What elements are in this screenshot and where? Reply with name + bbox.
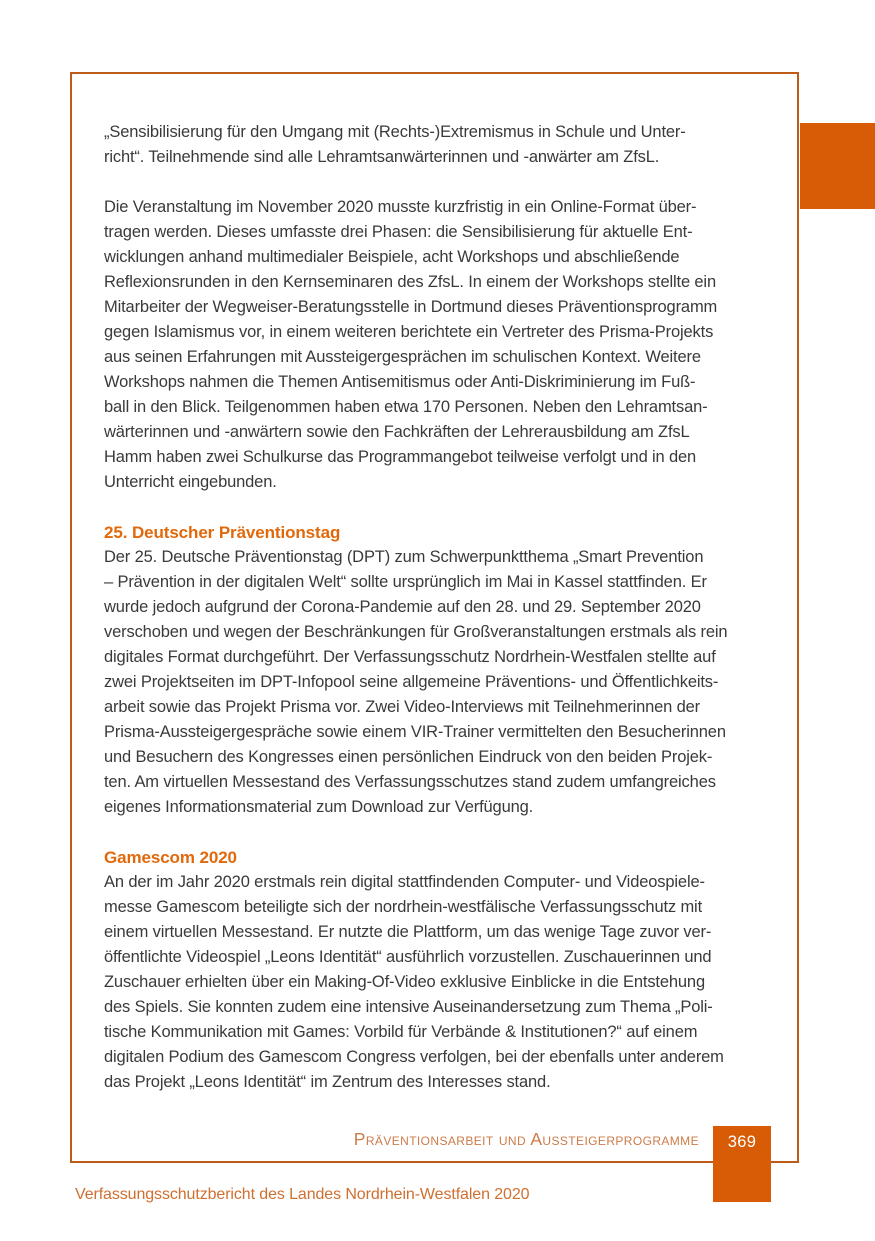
text-line: des Spiels. Sie konnten zudem eine intensive Auseinandersetzung zum Thema „Poli- (104, 998, 713, 1016)
text-line: und Besuchern des Kongresses einen persönlichen Eindruck von den beiden Projek- (104, 748, 713, 766)
text-line: Zuschauer erhielten über ein Making-Of-Video exklusive Einblicke in die Entstehung (104, 973, 705, 991)
text-line: einem virtuellen Messestand. Er nutzte die Plattform, um das wenige Tage zuvor ver- (104, 923, 712, 941)
text-line: tragen werden. Dieses umfasste drei Phasen: die Sensibilisierung für aktuelle Ent- (104, 223, 693, 241)
text-line: „Sensibilisierung für den Umgang mit (Rechts-)Extremismus in Schule und Unter- (104, 123, 686, 141)
body-paragraph (104, 545, 776, 820)
text-line: digitalen Podium des Gamescom Congress verfolgen, bei der ebenfalls unter anderem (104, 1048, 724, 1066)
text-line: – Prävention in der digitalen Welt“ sollte ursprünglich im Mai in Kassel stattfinden. Er (104, 573, 707, 591)
text-line: das Projekt „Leons Identität“ im Zentrum des Interesses stand. (104, 1073, 551, 1091)
text-line: digitales Format durchgeführt. Der Verfassungsschutz Nordrhein-Westfalen stellte auf (104, 648, 716, 666)
text-line: ten. Am virtuellen Messestand des Verfassungsschutzes stand zudem umfangreiches (104, 773, 716, 791)
text-line: arbeit sowie das Projekt Prisma vor. Zwei Video-Interviews mit Teilnehmerinnen der (104, 698, 701, 716)
chapter-tab-marker (800, 123, 875, 209)
report-title: Verfassungsschutzbericht des Landes Nordrhein-Westfalen 2020 (75, 1186, 530, 1203)
text-line: messe Gamescom beteiligte sich der nordrhein-westfälische Verfassungsschutz mit (104, 898, 702, 916)
text-line: gegen Islamismus vor, in einem weiteren berichtete ein Vertreter des Prisma-Projekts (104, 323, 714, 341)
text-line: öffentlichte Videospiel „Leons Identität“ ausführlich vorzustellen. Zuschauerinnen und (104, 948, 712, 966)
section-heading: 25. Deutscher Präventionstag (104, 523, 341, 542)
body-paragraph (104, 195, 776, 495)
text-line: Mitarbeiter der Wegweiser-Beratungsstelle in Dortmund dieses Präventionsprogramm (104, 298, 718, 316)
page-number: 369 (727, 1133, 757, 1151)
text-line: verschoben und wegen der Beschränkungen für Großveranstaltungen erstmals als rein (104, 623, 728, 641)
text-line: wicklungen anhand multimedialer Beispiele, acht Workshops und abschließende (104, 248, 680, 266)
text-line: Workshops nahmen die Themen Antisemitismus oder Anti-Diskriminierung im Fuß- (104, 373, 696, 391)
text-line: Hamm haben zwei Schulkurse das Programmangebot teilweise verfolgt und in den (104, 448, 697, 466)
text-line: Der 25. Deutsche Präventionstag (DPT) zum Schwerpunktthema „Smart Prevention (104, 548, 704, 566)
page-number-box (713, 1126, 771, 1202)
text-line: wärterinnen und -anwärtern sowie den Fachkräften der Lehrerausbildung am ZfsL (104, 423, 690, 441)
text-line: Unterricht eingebunden. (104, 473, 277, 491)
document-body (104, 120, 776, 1095)
text-line: eigenes Informationsmaterial zum Download zur Verfügung. (104, 798, 534, 816)
text-line: Reflexionsrunden in den Kernseminaren des ZfsL. In einem der Workshops stellte ein (104, 273, 716, 291)
text-line: richt“. Teilnehmende sind alle Lehramtsanwärterinnen und -anwärter am ZfsL. (104, 148, 660, 166)
text-line: ball in den Blick. Teilgenommen haben etwa 170 Personen. Neben den Lehramtsan- (104, 398, 708, 416)
text-line: An der im Jahr 2020 erstmals rein digital stattfindenden Computer- und Videospiele- (104, 873, 705, 891)
text-line: Prisma-Aussteigergespräche sowie einem VIR-Trainer vermittelten den Besucherinnen (104, 723, 726, 741)
body-paragraph (104, 120, 776, 170)
text-line: Die Veranstaltung im November 2020 musste kurzfristig in ein Online-Format über- (104, 198, 697, 216)
text-line: zwei Projektseiten im DPT-Infopool seine allgemeine Präventions- und Öffentlichkeits- (104, 673, 719, 691)
text-line: aus seinen Erfahrungen mit Aussteigergesprächen im schulischen Kontext. Weitere (104, 348, 701, 366)
body-paragraph (104, 870, 776, 1095)
section-heading: Gamescom 2020 (104, 848, 237, 867)
running-title: Präventionsarbeit und Aussteigerprogramme (353, 1129, 699, 1149)
text-line: wurde jedoch aufgrund der Corona-Pandemie auf den 28. und 29. September 2020 (104, 598, 701, 616)
text-line: tische Kommunikation mit Games: Vorbild für Verbände & Institutionen?“ auf einem (104, 1023, 698, 1041)
